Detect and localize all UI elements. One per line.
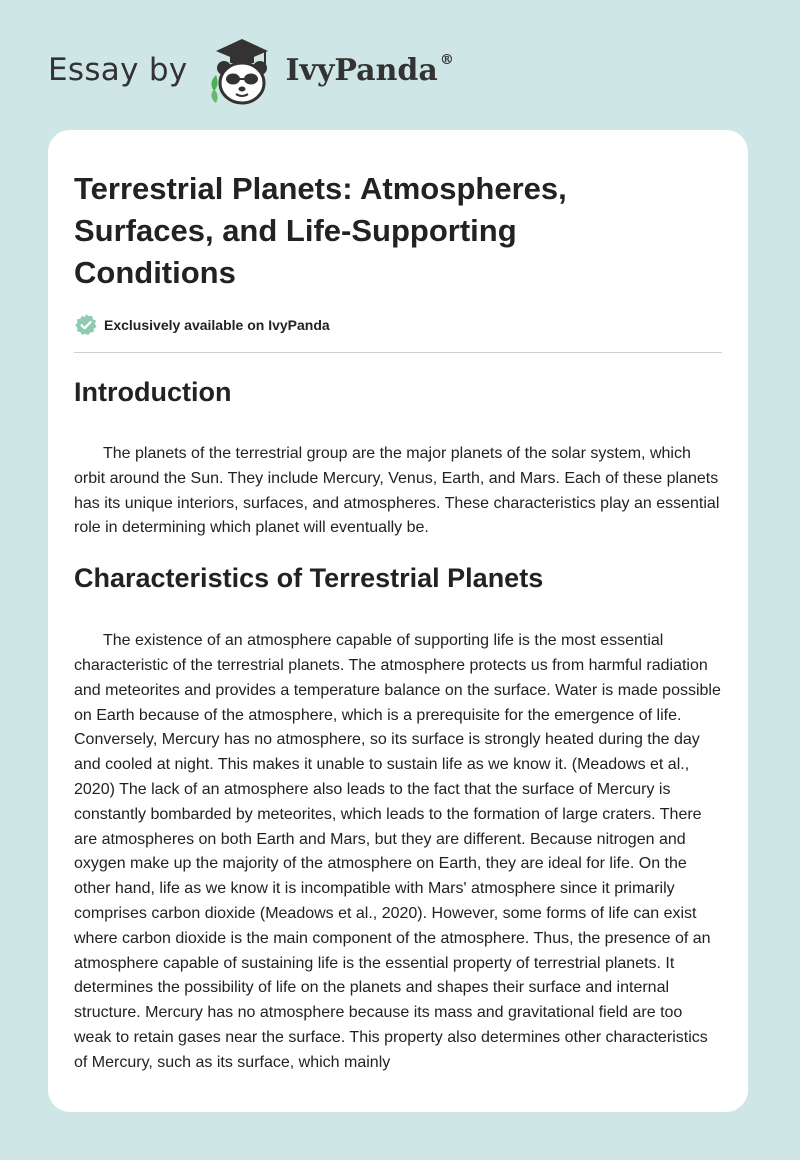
registered-mark: ® <box>439 52 454 68</box>
brand-name[interactable] <box>286 52 454 88</box>
site-header <box>48 30 748 110</box>
section-heading-characteristics: Characteristics of Terrestrial Planets <box>74 563 544 594</box>
brand-text: IvyPanda <box>285 53 438 88</box>
title-divider <box>74 352 722 353</box>
section-heading-introduction: Introduction <box>74 377 232 407</box>
essay-title: Terrestrial Planets: Atmospheres, Surfaces, and Life-Supporting Conditions <box>74 171 567 290</box>
section-body-characteristics: The existence of an atmosphere capable of supporting life is the most essential characteristic of the terrestrial planets. The atmosphere protects us from harmful radiation and meteorites and provides a temperature balance on the surface. Water is made possible on Earth because of the atmosphere, which is a prerequisite for the emergence of life. Conversely, Mercury has no atmosphere, so its surface is strongly heated during the day and cooled at night. This makes it unable to sustain life as we know it. (Meadows et al., 2020) The lack of an atmosphere also leads to the fact that the surface of Mercury is constantly bombarded by meteorites, which leads to the formation of large craters. There are atmospheres on both Earth and Mars, but they are different. Because nitrogen and oxygen make up the majority of the atmosphere on Earth, they are ideal for life. On the other hand, life as we know it is incompatible with Mars' atmosphere since it primarily comprises carbon dioxide (Meadows et al., 2020). However, some forms of life can exist where carbon dioxide is the main component of the atmosphere. Thus, the presence of an atmosphere capable of sustaining life is the essential property of terrestrial planets. It determines the possibility of life on the planets and shapes their surface and internal structure. Mercury has no atmosphere because its mass and gravitational field are too weak to retain gases near the surface. This property also determines other characteristics of Mercury, such as its surface, which mainly <box>74 632 721 1071</box>
panda-logo-icon[interactable] <box>202 31 280 109</box>
section-body-introduction: The planets of the terrestrial group are the major planets of the solar system, which orbit around the Sun. They include Mercury, Venus, Earth, and Mars. Each of these planets has its unique interiors, surfaces, and atmospheres. These characteristics play an essential role in determining which planet will eventually be. <box>74 445 720 537</box>
essay-card <box>48 130 748 1112</box>
check-badge-icon <box>74 313 98 337</box>
essay-by-label: Essay by <box>48 52 188 88</box>
exclusive-badge <box>74 310 722 340</box>
exclusive-label: Exclusively available on IvyPanda <box>104 317 330 333</box>
